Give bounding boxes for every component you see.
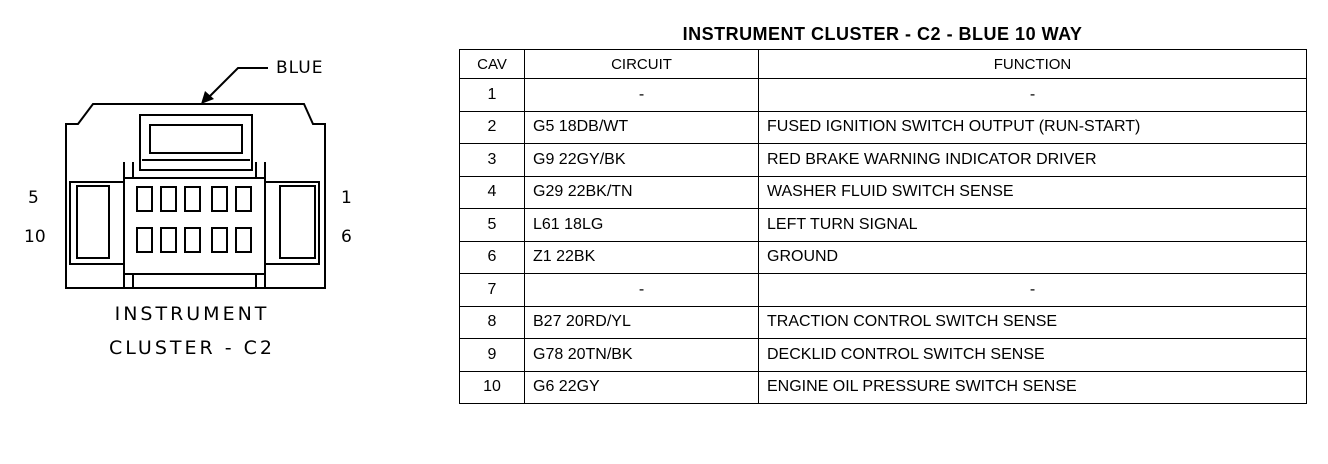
- circuit-cell: G5 18DB/WT: [525, 111, 759, 144]
- header-circuit: CIRCUIT: [525, 50, 759, 79]
- cavity-8: [185, 228, 200, 252]
- cav-cell: 10: [460, 371, 525, 404]
- function-cell: ENGINE OIL PRESSURE SWITCH SENSE: [759, 371, 1307, 404]
- cavity-9: [161, 228, 176, 252]
- cav-cell: 2: [460, 111, 525, 144]
- circuit-cell: G9 22GY/BK: [525, 144, 759, 177]
- header-cav: CAV: [460, 50, 525, 79]
- connector-diagram: [0, 0, 440, 464]
- circuit-cell: Z1 22BK: [525, 241, 759, 274]
- table-row: [460, 111, 1307, 144]
- circuit-cell: G78 20TN/BK: [525, 339, 759, 372]
- function-cell: -: [759, 79, 1307, 112]
- cav-cell: 8: [460, 306, 525, 339]
- cav-cell: 6: [460, 241, 525, 274]
- table-row: [460, 79, 1307, 112]
- cav-cell: 3: [460, 144, 525, 177]
- table-title: INSTRUMENT CLUSTER - C2 - BLUE 10 WAY: [682, 24, 1083, 44]
- pin-label-top-right: 1: [341, 188, 352, 208]
- function-cell: DECKLID CONTROL SWITCH SENSE: [759, 339, 1307, 372]
- connector-caption-line1: INSTRUMENT: [114, 303, 270, 325]
- cavity-6: [236, 228, 251, 252]
- table-row: [460, 241, 1307, 274]
- circuit-cell: -: [525, 274, 759, 307]
- circuit-cell: G29 22BK/TN: [525, 176, 759, 209]
- table-row: [460, 339, 1307, 372]
- cav-cell: 7: [460, 274, 525, 307]
- cav-cell: 5: [460, 209, 525, 242]
- pin-label-bottom-right: 6: [341, 227, 352, 247]
- cav-cell: 4: [460, 176, 525, 209]
- cavity-2: [212, 187, 227, 211]
- function-cell: -: [759, 274, 1307, 307]
- cavity-4: [161, 187, 176, 211]
- table-row: [460, 144, 1307, 177]
- cavity-1: [236, 187, 251, 211]
- function-cell: TRACTION CONTROL SWITCH SENSE: [759, 306, 1307, 339]
- function-cell: GROUND: [759, 241, 1307, 274]
- cavity-7: [212, 228, 227, 252]
- function-cell: WASHER FLUID SWITCH SENSE: [759, 176, 1307, 209]
- cavity-3: [185, 187, 200, 211]
- table-row: [460, 371, 1307, 404]
- function-cell: LEFT TURN SIGNAL: [759, 209, 1307, 242]
- circuit-cell: L61 18LG: [525, 209, 759, 242]
- table-row: [460, 176, 1307, 209]
- function-cell: RED BRAKE WARNING INDICATOR DRIVER: [759, 144, 1307, 177]
- connector-caption-line2: CLUSTER - C2: [109, 337, 275, 359]
- connector-color-label: BLUE: [276, 58, 324, 78]
- circuit-cell: -: [525, 79, 759, 112]
- circuit-cell: G6 22GY: [525, 371, 759, 404]
- table-header-row: [460, 50, 1307, 79]
- cav-cell: 9: [460, 339, 525, 372]
- header-function: FUNCTION: [759, 50, 1307, 79]
- blue-leader-arrow: [201, 68, 268, 104]
- pinout-table: [459, 49, 1307, 404]
- pin-label-bottom-left: 10: [24, 227, 46, 247]
- connector-housing: [66, 104, 325, 288]
- cavity-grid: [137, 187, 251, 252]
- table-row: [460, 306, 1307, 339]
- table-row: [460, 209, 1307, 242]
- pin-label-top-left: 5: [28, 188, 39, 208]
- cavity-10: [137, 228, 152, 252]
- locking-tab: [140, 115, 252, 170]
- table-row: [460, 274, 1307, 307]
- cav-cell: 1: [460, 79, 525, 112]
- circuit-cell: B27 20RD/YL: [525, 306, 759, 339]
- connector-body: [70, 162, 319, 288]
- cavity-5: [137, 187, 152, 211]
- connector-drawing: [0, 0, 440, 464]
- function-cell: FUSED IGNITION SWITCH OUTPUT (RUN-START): [759, 111, 1307, 144]
